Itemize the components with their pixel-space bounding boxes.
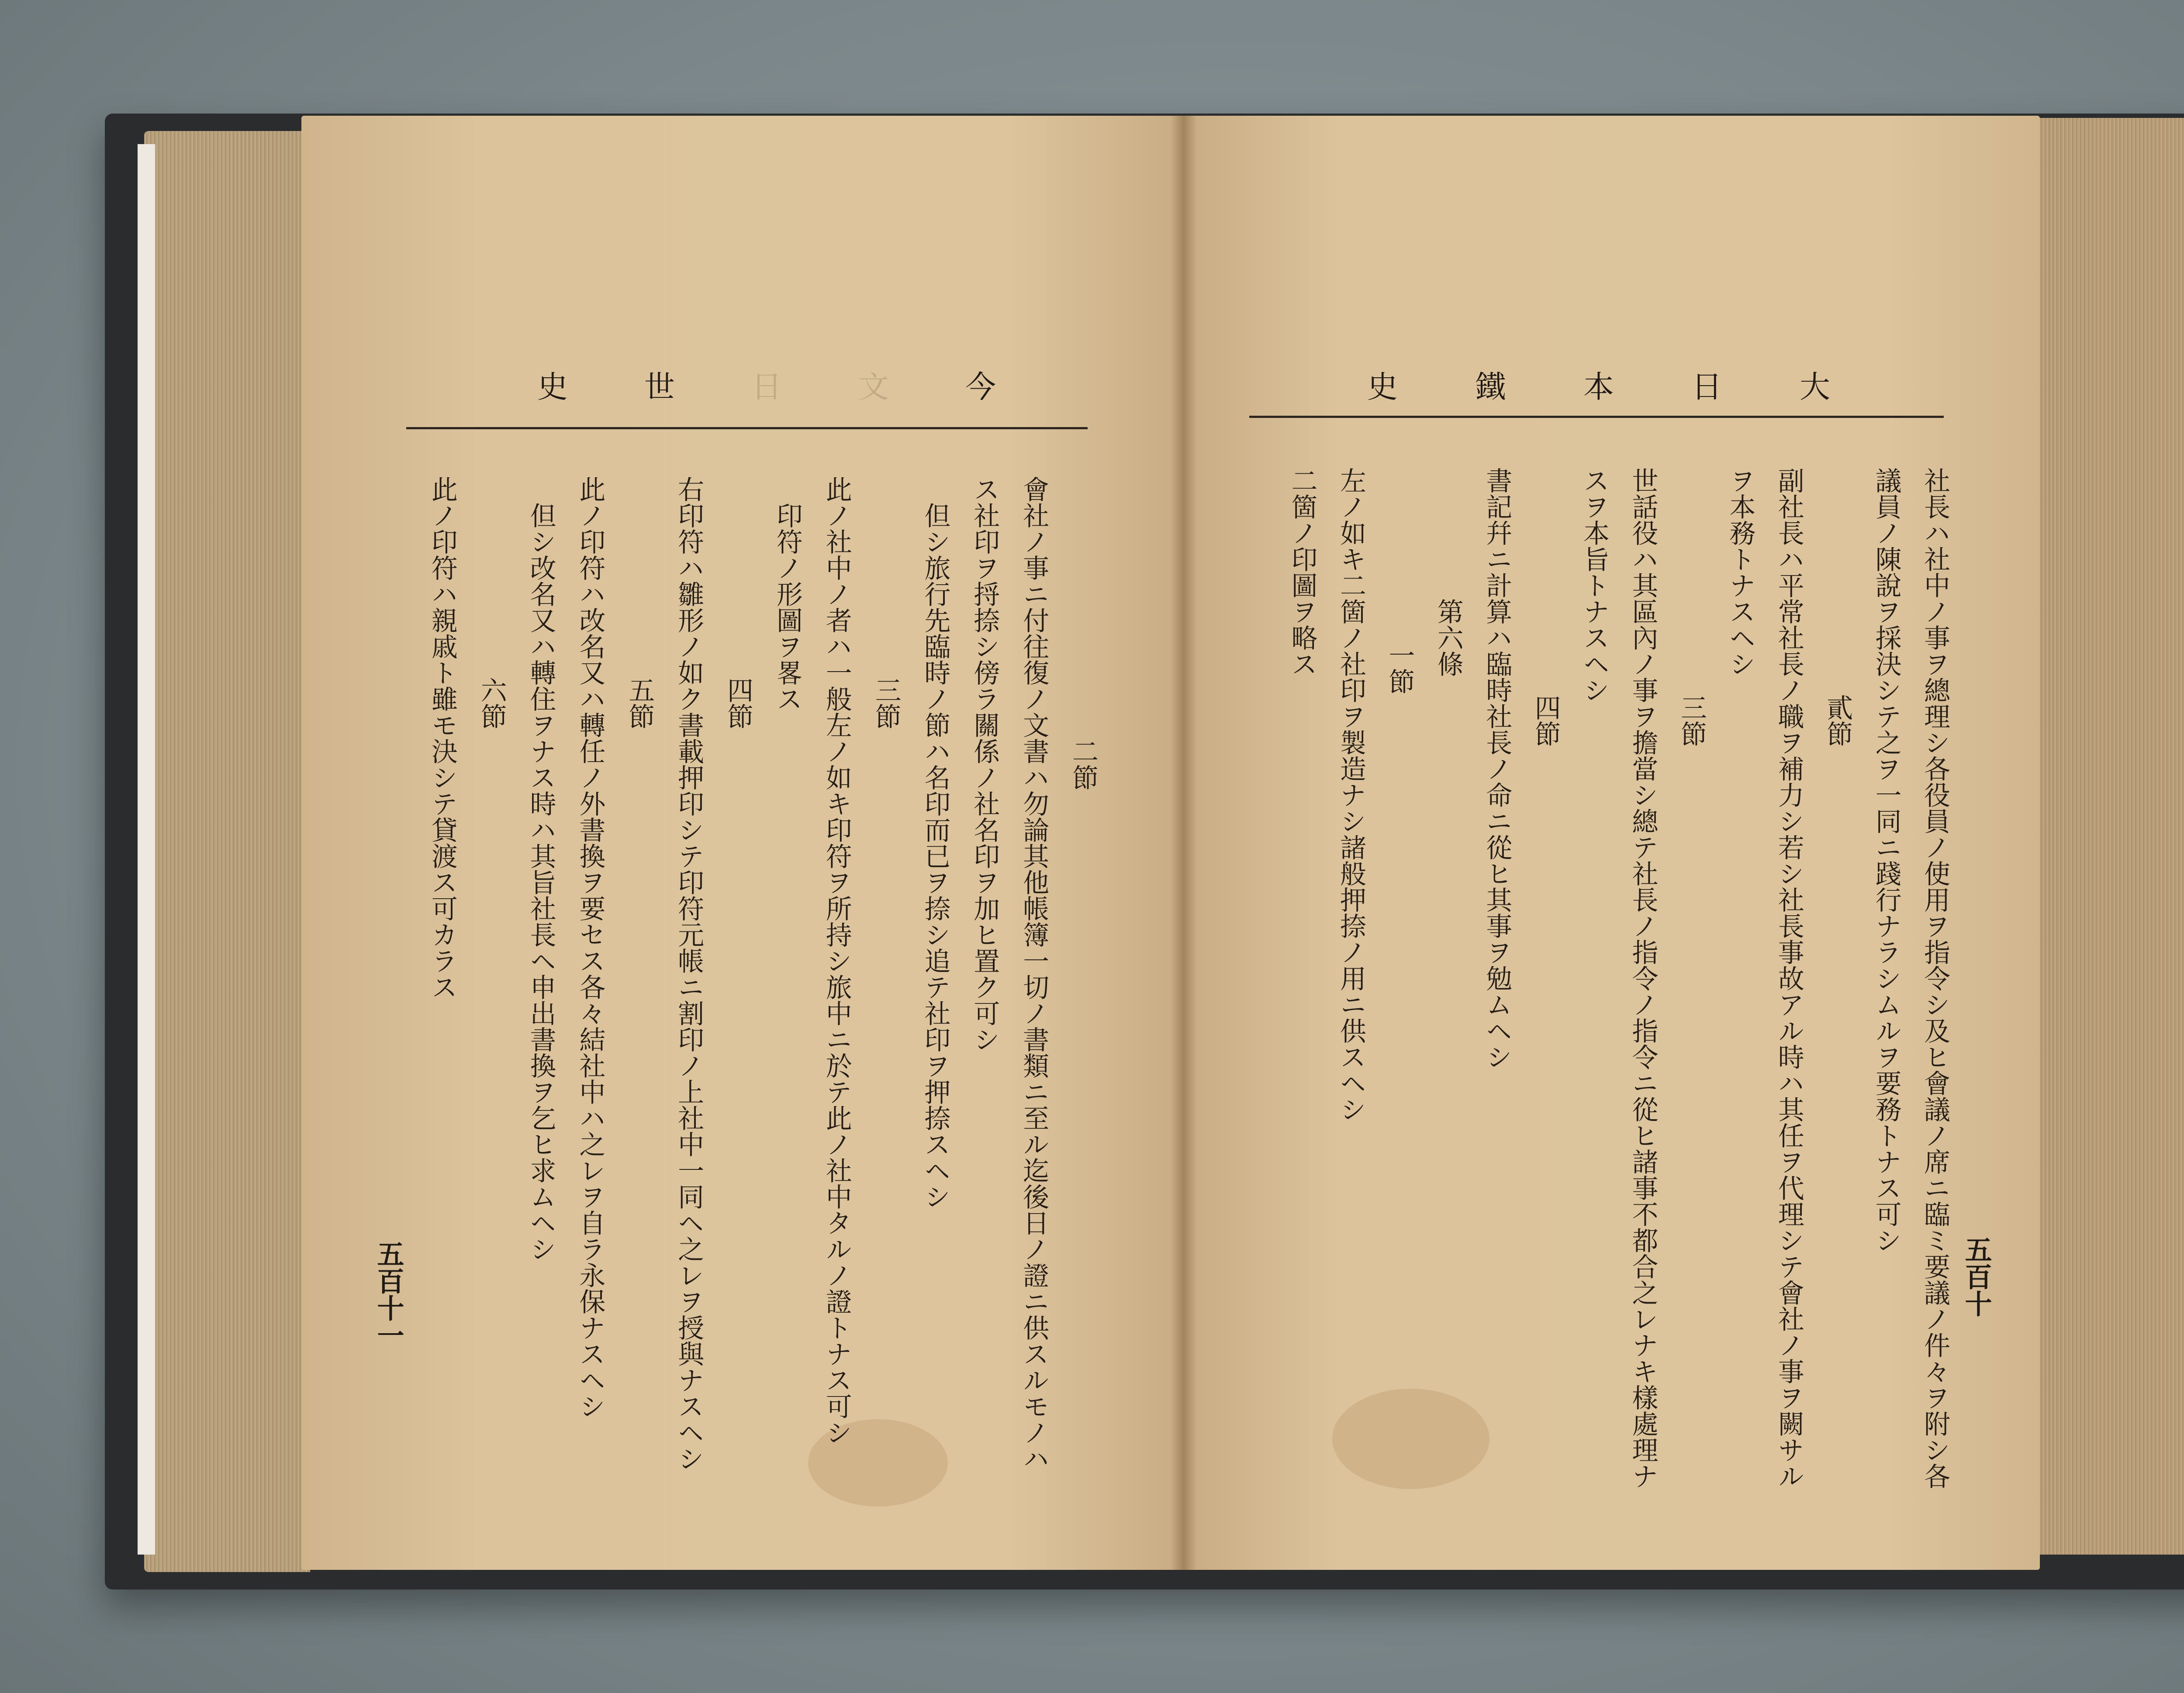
text-column: 議員ノ陳說ヲ採決シテ之ヲ一同ニ踐行ナラシムルヲ要務トナス可シ — [1871, 467, 1902, 1253]
text-column: 書記幷ニ計算ハ臨時社長ノ命ニ從ヒ其事ヲ勉ムヘシ — [1482, 467, 1513, 1070]
left-page-number: 五百十一 — [373, 1240, 404, 1348]
text-column: ヲ本務トナスヘシ — [1725, 467, 1756, 677]
header-char: 史 — [537, 369, 568, 405]
header-char: 本 — [1583, 369, 1614, 405]
text-column: 三節 — [1676, 694, 1707, 747]
right-text-block — [1267, 467, 1950, 1489]
text-column: 左ノ如キ二箇ノ社印ヲ製造ナシ諸般押捺ノ用ニ供スヘシ — [1335, 467, 1366, 1122]
text-column: 此ノ社中ノ者ハ一般左ノ如キ印符ヲ所持シ旅中ニ於テ此ノ社中タルノ證トナス可シ — [821, 476, 852, 1445]
endpaper — [138, 144, 155, 1555]
left-header-rule — [406, 427, 1088, 429]
right-page-edges — [2027, 118, 2184, 1555]
left-page-edges — [144, 131, 310, 1572]
text-column: 但シ改名又ハ轉住ヲナス時ハ其旨社長ヘ申出書換ヲ乞ヒ求ムヘシ — [525, 502, 556, 1262]
text-column: 印符ノ形圖ヲ畧ス — [772, 502, 803, 712]
right-running-header — [1367, 362, 1830, 407]
text-column: ス社印ヲ捋捺シ傍ラ關係ノ社名印ヲ加ヒ置ク可シ — [969, 476, 1000, 1052]
text-column: 世話役ハ其區內ノ事ヲ擔當シ總テ社長ノ指令ノ指令ニ從ヒ諸事不都合之レナキ樣處理ナ — [1628, 467, 1659, 1489]
text-column: 六節 — [476, 677, 507, 729]
header-char: 大 — [1800, 369, 1830, 405]
book-gutter — [1171, 116, 1197, 1570]
text-column: 社長ハ社中ノ事ヲ總理シ各役員ノ使用ヲ指令シ及ヒ會議ノ席ニ臨ミ要議ノ件々ヲ附シ各 — [1920, 467, 1950, 1489]
text-column: 四節 — [722, 677, 753, 729]
left-text-block — [406, 476, 1099, 1472]
header-char: 世 — [644, 369, 675, 405]
text-column: 二箇ノ印圖ヲ略ス — [1287, 467, 1318, 677]
text-column: 二節 — [1068, 738, 1099, 790]
text-column: 但シ旅行先臨時ノ節ハ名印而已ヲ捺シ追テ社印ヲ押捺スヘシ — [920, 502, 951, 1210]
left-running-header — [537, 362, 996, 407]
right-header-rule — [1249, 416, 1944, 418]
header-char: 日 — [751, 369, 782, 405]
text-column: 會社ノ事ニ付往復ノ文書ハ勿論其他帳簿一切ノ書類ニ至ル迄後日ノ證ニ供スルモノハ — [1019, 476, 1050, 1472]
text-column: スヲ本旨トナスヘシ — [1579, 467, 1610, 703]
right-page-number: 五百十 — [1960, 1236, 1992, 1317]
header-char: 日 — [1691, 369, 1722, 405]
text-column: 此ノ印符ハ親戚ト雖モ決シテ貸渡ス可カラス — [427, 476, 458, 1000]
text-column: 第六條 — [1433, 598, 1464, 677]
text-column: 右印符ハ雛形ノ如ク書載押印シテ印符元帳ニ割印ノ上社中一同ヘ之レヲ授與ナスヘシ — [674, 476, 705, 1472]
text-column: 三節 — [871, 677, 902, 729]
text-column: 四節 — [1530, 694, 1561, 747]
header-char: 今 — [965, 369, 996, 405]
header-char: 鐵 — [1475, 369, 1506, 405]
header-char: 史 — [1367, 369, 1398, 405]
text-column: 一節 — [1384, 642, 1415, 694]
text-column: 副社長ハ平常社長ノ職ヲ補力シ若シ社長事故アル時ハ其任ヲ代理シテ會社ノ事ヲ闕サル — [1773, 467, 1804, 1489]
text-column: 此ノ印符ハ改名又ハ轉任ノ外書換ヲ要セス各々結社中ハ之レヲ自ラ永保ナスヘシ — [575, 476, 606, 1419]
text-column: 貳節 — [1822, 694, 1853, 747]
text-column: 五節 — [624, 677, 655, 729]
header-char: 文 — [858, 369, 889, 405]
